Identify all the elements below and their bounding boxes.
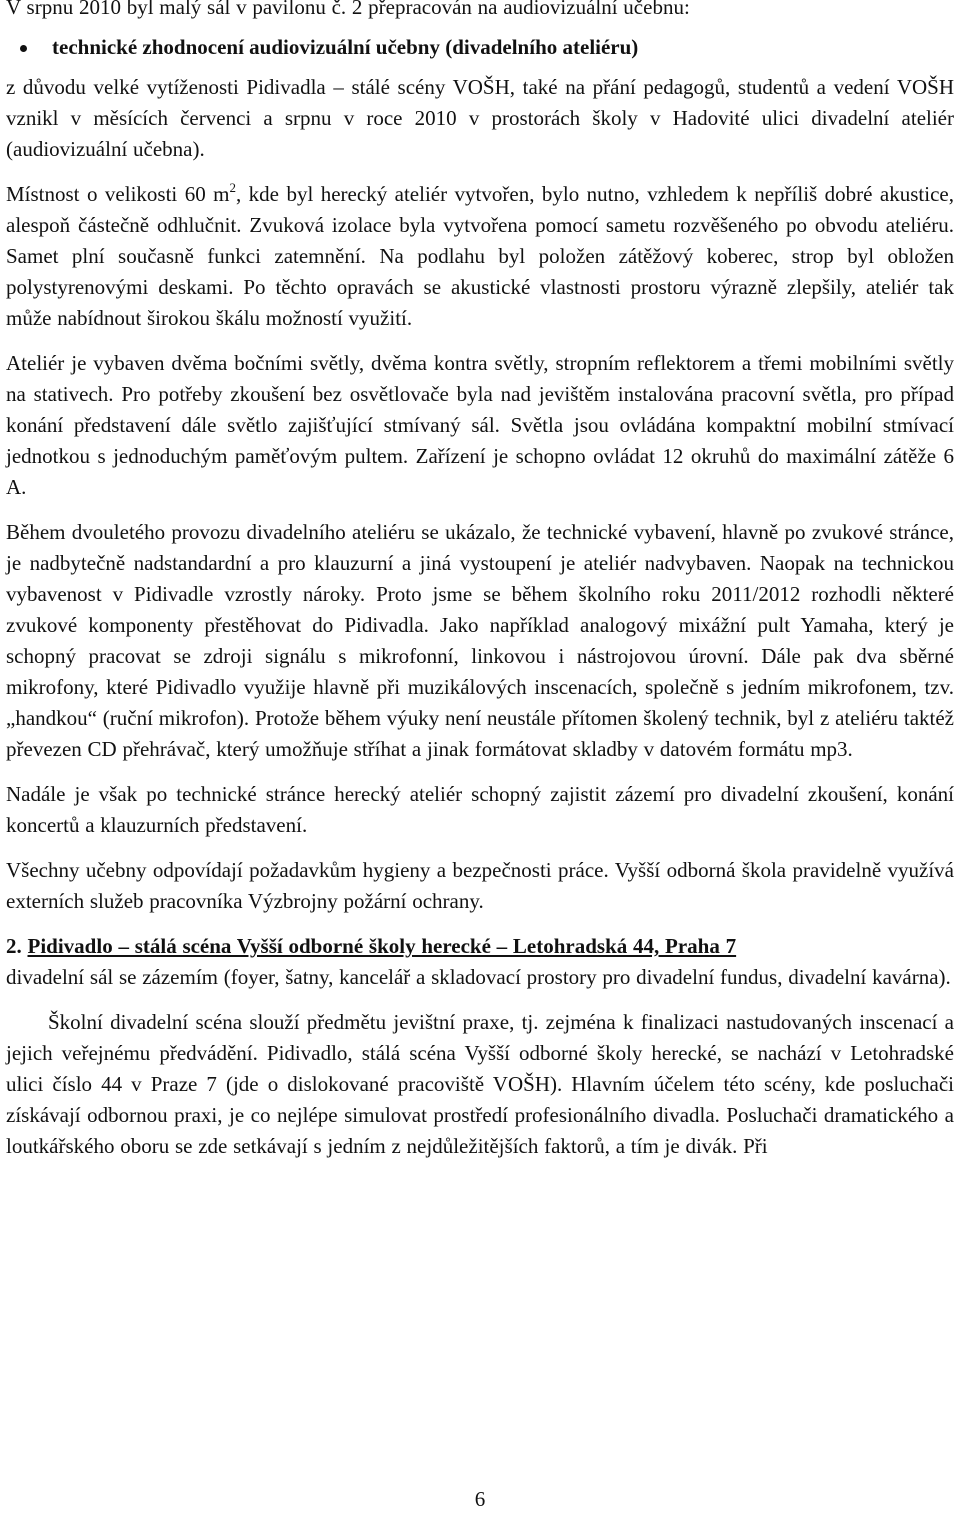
section-title: Pidivadlo – stálá scéna Vyšší odborné školy herecké – Letohradská 44, Praha 7 <box>27 934 737 958</box>
page-number: 6 <box>474 1487 486 1511</box>
acoustics-text: , kde byl herecký ateliér vytvořen, bylo nutno, vzhledem k nepříliš dobré akustice, alespoň částečně odhlučnit. Zvuková izolace byla vytvořena pomocí sametu rozvěšeného po obvodu ateliéru. Samet plní současně funkci zatemnění. Na podlahu byl položen zátěžový koberec, strop byl obložen polystyrenovými deskami. Po těchto opravách se akustické vlastnosti prostoru výrazně zlepšily, ateliér tak může nabídnout širokou škálu možností využití. <box>6 182 954 330</box>
paragraph-ateliers-capability: Nadále je však po technické stránce herecký ateliér schopný zajistit zázemí pro divadelní zkoušení, konání koncertů a klauzurních představení. <box>6 782 954 837</box>
section-description: divadelní sál se zázemím (foyer, šatny, kancelář a skladovací prostory pro divadelní fundus, divadelní kavárna). <box>6 965 951 989</box>
section-heading <box>6 931 954 962</box>
room-size-text: Místnost o velikosti 60 m <box>6 182 230 206</box>
bullet-list-item <box>6 32 954 63</box>
superscript-two: 2 <box>229 180 236 195</box>
paragraph-lighting: Ateliér je vybaven dvěma bočními světly, dvěma kontra světly, stropním reflektorem a třemi mobilními světly na stativech. Pro potřeby zkoušení bez osvětlovače byla nad jevištěm instalována pracovní světla, pro případ konání představení dále světlo zajišťující stmívaný sál. Světla jsou ovládána kompaktní mobilní stmívací jednotkou s jednoduchým paměťovým pultem. Zařízení je schopno ovládat 12 okruhů do maximální zátěže 6 A. <box>6 351 954 499</box>
document-page <box>6 0 954 1162</box>
bullet-icon <box>20 45 27 52</box>
intro-line: V srpnu 2010 byl malý sál v pavilonu č. 2 přepracován na audiovizuální učebnu: <box>6 0 690 19</box>
section-number: 2. <box>6 934 22 958</box>
paragraph-ateliers-origin: z důvodu velké vytíženosti Pidivadla – stálé scény VOŠH, také na přání pedagogů, studentů a vedení VOŠH vznikl v měsících červenci a srpnu v roce 2010 v prostorách školy v Hadovité ulici divadelní ateliér (audiovizuální učebna). <box>6 75 954 161</box>
bullet-heading: technické zhodnocení audiovizuální učebny (divadelního ateliéru) <box>52 35 639 59</box>
paragraph-equipment-transfer: Během dvouletého provozu divadelního ateliéru se ukázalo, že technické vybavení, hlavně po zvukové stránce, je nadbytečně nadstandardní a pro klauzurní a jiná vystoupení je ateliér nadvybaven. Naopak na technickou vybavenost v Pidivadle vzrostly nároky. Proto jsme se během školního roku 2011/2012 rozhodli některé zvukové komponenty přestěhovat do Pidivadla. Jako například analogový mixážní pult Yamaha, který je schopný pracovat se zdroji signálu s mikrofonní, linkovou i nástrojovou úrovní. Dále pak dva sběrné mikrofony, které Pidivadlo využije hlavně při muzikálových inscenacích, společně s jedním mikrofonem, tzv. „handkou“ (ruční mikrofon). Protože během výuky není neustále přítomen školený technik, byl z ateliéru taktéž převezen CD přehrávač, který umožňuje stříhat a jinak formátovat skladby v datovém formátu mp3. <box>6 520 954 761</box>
paragraph-room-acoustics <box>6 179 954 334</box>
paragraph-school-stage: Školní divadelní scéna slouží předmětu jevištní praxe, tj. zejména k finalizaci nastudovaných inscenací a jejich veřejnému předvádění. Pidivadlo, stálá scéna Vyšší odborné školy herecké, se nachází v Letohradské ulici číslo 44 v Praze 7 (jde o dislokované pracoviště VOŠH). Hlavním účelem této scény, kde posluchači získávají odbornou praxi, je co nejlépe simulovat prostředí profesionálního divadla. Posluchači dramatického a loutkářského oboru se zde setkávají s jedním z nejdůležitějších faktorů, a tím je divák. Při <box>6 1010 954 1158</box>
paragraph-safety: Všechny učebny odpovídají požadavkům hygieny a bezpečnosti práce. Vyšší odborná škola pravidelně využívá externích služeb pracovníka Výzbrojny požární ochrany. <box>6 858 954 913</box>
